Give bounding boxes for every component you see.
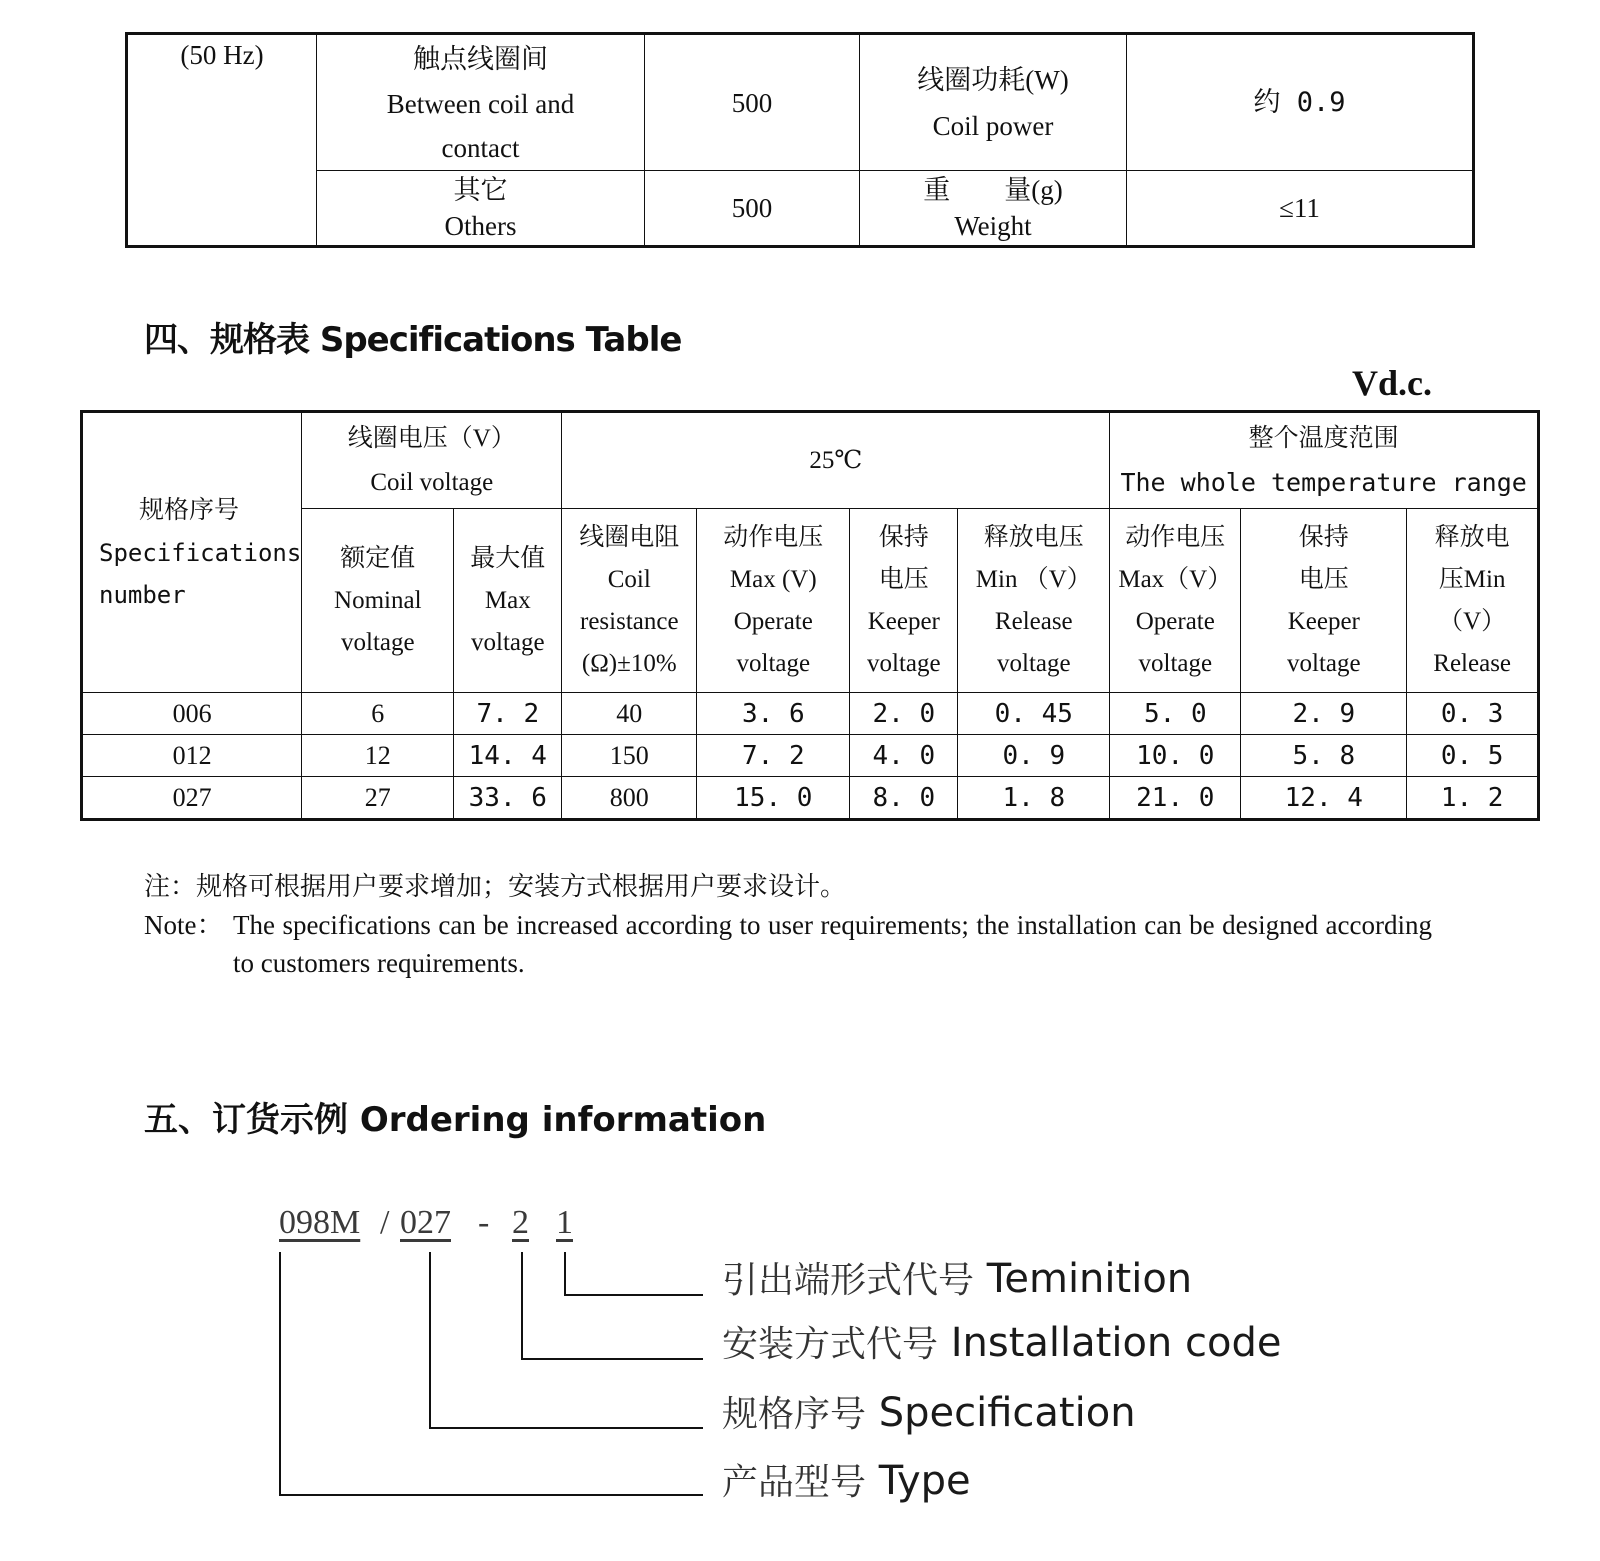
table-cell: 8. 0 — [850, 777, 958, 820]
table-cell: 027 — [82, 777, 302, 820]
table-cell: 12. 4 — [1241, 777, 1407, 820]
connector-line-installation-h — [521, 1358, 703, 1360]
table-cell: 7. 2 — [697, 735, 850, 777]
table-cell: 2. 9 — [1241, 693, 1407, 735]
table-cell: 40 — [562, 693, 697, 735]
connector-line-termination-h — [564, 1294, 703, 1296]
table-cell: 3. 6 — [697, 693, 850, 735]
specification-label: 规格序号 Specification — [722, 1390, 1136, 1436]
coil-power-label: 线圈功耗(W) Coil power — [860, 34, 1127, 171]
others-label: 其它 Others — [317, 171, 645, 247]
code-type: 098M — [279, 1204, 361, 1241]
unit-label: Vd.c. — [1352, 363, 1432, 403]
resistance-header: 线圈电阻 Coil resistance (Ω)±10% — [562, 509, 697, 693]
keeper-whole-header: 保持 电压 Keeper voltage — [1241, 509, 1407, 693]
type-label: 产品型号 Type — [722, 1458, 971, 1504]
table-cell: 21. 0 — [1110, 777, 1241, 820]
table-cell: 0. 3 — [1407, 693, 1539, 735]
connector-line-spec-h — [429, 1427, 703, 1429]
connector-line-type-v — [279, 1252, 281, 1496]
specifications-table — [80, 410, 1540, 821]
spec-section-heading: 四、规格表 Specifications Table — [144, 320, 682, 360]
ordering-section-heading: 五、订货示例 Ordering information — [144, 1100, 767, 1140]
whole-range-header: 整个温度范围 The whole temperature range — [1110, 412, 1539, 509]
table-row — [82, 693, 1539, 735]
table-cell: 800 — [562, 777, 697, 820]
operate-header: 动作电压 Max (V) Operate voltage — [697, 509, 850, 693]
code-separator-slash: / — [380, 1204, 390, 1241]
table-cell: 5. 0 — [1110, 693, 1241, 735]
insulation-table — [125, 32, 1475, 248]
weight-label: 重 量(g) Weight — [860, 171, 1127, 247]
table-cell: 12 — [302, 735, 454, 777]
between-coil-contact-value: 500 — [645, 34, 860, 171]
frequency-cell — [127, 34, 317, 247]
table-cell: 4. 0 — [850, 735, 958, 777]
others-value: 500 — [645, 171, 860, 247]
table-cell: 6 — [302, 693, 454, 735]
table-cell: 0. 45 — [958, 693, 1110, 735]
nominal-header: 额定值 Nominal voltage — [302, 509, 454, 693]
temp-25-header: 25℃ — [562, 412, 1110, 509]
note-english — [144, 906, 1432, 982]
installation-code-label: 安装方式代号 Installation code — [722, 1320, 1282, 1366]
spec-number-header: 规格序号 Specifications number — [82, 412, 302, 693]
note-text: The specifications can be increased according to user requirements; the installation can be designed according to customers requirements. — [233, 910, 1432, 978]
table-cell: 012 — [82, 735, 302, 777]
connector-line-type-h — [279, 1494, 703, 1496]
keeper-header: 保持 电压 Keeper voltage — [850, 509, 958, 693]
connector-line-installation-v — [521, 1252, 523, 1360]
table-cell: 1. 8 — [958, 777, 1110, 820]
table-cell: 150 — [562, 735, 697, 777]
table-cell: 0. 9 — [958, 735, 1110, 777]
release-whole-header: 释放电 压Min （V） Release — [1407, 509, 1539, 693]
note-chinese: 注：规格可根据用户要求增加；安装方式根据用户要求设计。 — [144, 872, 847, 901]
table-cell: 10. 0 — [1110, 735, 1241, 777]
connector-line-termination-v — [564, 1252, 566, 1296]
code-termination: 1 — [556, 1204, 573, 1241]
coil-power-value: 约 0.9 — [1127, 34, 1474, 171]
termination-label: 引出端形式代号 Teminition — [722, 1256, 1193, 1302]
code-spec: 027 — [400, 1204, 451, 1241]
table-cell: 0. 5 — [1407, 735, 1539, 777]
table-cell: 5. 8 — [1241, 735, 1407, 777]
coil-voltage-header: 线圈电压（V） Coil voltage — [302, 412, 562, 509]
max-header: 最大值 Max voltage — [454, 509, 562, 693]
table-cell: 27 — [302, 777, 454, 820]
connector-line-spec-v — [429, 1252, 431, 1429]
code-installation: 2 — [512, 1204, 529, 1241]
code-separator-dash: - — [478, 1204, 490, 1241]
table-row — [82, 777, 1539, 820]
between-coil-contact-label: 触点线圈间 Between coil and contact — [317, 34, 645, 171]
table-cell: 006 — [82, 693, 302, 735]
frequency: (50 Hz) — [180, 40, 264, 70]
weight-value: ≤11 — [1127, 171, 1474, 247]
release-header: 释放电压 Min （V） Release voltage — [958, 509, 1110, 693]
table-cell: 2. 0 — [850, 693, 958, 735]
table-cell: 33. 6 — [454, 777, 562, 820]
note-label: Note： — [144, 910, 224, 940]
table-row — [82, 735, 1539, 777]
operate-whole-header: 动作电压 Max（V） Operate voltage — [1110, 509, 1241, 693]
table-cell: 1. 2 — [1407, 777, 1539, 820]
table-cell: 7. 2 — [454, 693, 562, 735]
table-cell: 14. 4 — [454, 735, 562, 777]
table-cell: 15. 0 — [697, 777, 850, 820]
